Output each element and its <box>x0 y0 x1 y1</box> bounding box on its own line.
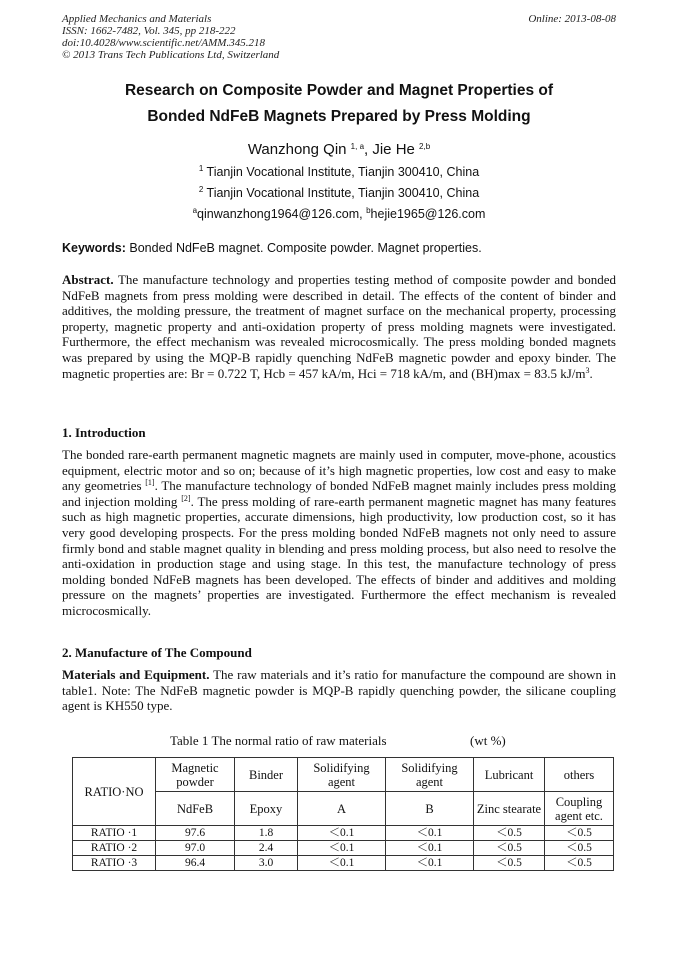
table-header-cell: others <box>545 758 614 792</box>
citation-1[interactable]: [1] <box>145 478 155 488</box>
table-cell: ＜0.5 <box>545 826 614 841</box>
table-header-row <box>73 758 614 792</box>
table-row-label: RATIO ·3 <box>73 856 156 871</box>
table-row-label: RATIO ·1 <box>73 826 156 841</box>
table-row-label: RATIO ·2 <box>73 841 156 856</box>
materials-text: The raw materials and it’s ratio for manufacture the compound are shown in table1. Note: The NdFeB magnetic powder is MQP-B rapidly quenching powder, the silicane coupling agent is KH550 type. <box>62 667 616 714</box>
journal-copyright: © 2013 Trans Tech Publications Ltd, Switzerland <box>62 49 280 61</box>
table-cell: ＜0.1 <box>298 826 386 841</box>
affiliation-1 <box>62 165 616 179</box>
table-subheader-cell: A <box>298 792 386 826</box>
table-row <box>73 826 614 841</box>
table-cell: ＜0.1 <box>298 856 386 871</box>
table-cell: 1.8 <box>235 826 298 841</box>
keywords-label: Keywords: <box>62 241 126 255</box>
affiliation-2-sup: 2 <box>198 185 204 194</box>
materials-label: Materials and Equipment. <box>62 667 210 682</box>
abstract-label: Abstract. <box>62 272 114 287</box>
table-subheader-cell: NdFeB <box>156 792 235 826</box>
table-row <box>73 856 614 871</box>
abstract-sup: 3 <box>585 365 590 375</box>
table-header-cell: Binder <box>235 758 298 792</box>
paper-title-line-1: Research on Composite Powder and Magnet Properties of <box>124 82 554 99</box>
table-unit: (wt %) <box>470 733 506 748</box>
table-subheader-cell: Epoxy <box>235 792 298 826</box>
table-header-cell: Solidifying agent <box>386 758 474 792</box>
table-subheader-cell: Zinc stearate <box>474 792 545 826</box>
author-1: Wanzhong Qin <box>247 141 351 158</box>
table-row-header: RATIO·NO <box>73 758 156 826</box>
email-b[interactable]: hejie1965@126.com <box>370 207 486 221</box>
affiliation-2-text: Tianjin Vocational Institute, Tianjin 300410, China <box>203 186 480 200</box>
materials-paragraph <box>62 667 616 714</box>
table-header-cell: Solidifying agent <box>298 758 386 792</box>
emails <box>62 207 616 221</box>
paper-title-line-2: Bonded NdFeB Magnets Prepared by Press Molding <box>147 108 531 125</box>
author-2-sup: 2,b <box>419 142 431 151</box>
affiliation-1-sup: 1 <box>198 164 204 173</box>
raw-materials-table <box>72 757 614 871</box>
table-caption-text: Table 1 The normal ratio of raw materials <box>170 733 387 748</box>
table-cell: 96.4 <box>156 856 235 871</box>
abstract-text: The manufacture technology and properties testing method of composite powder and bonded NdFeB magnets from press molding were described in detail. The effects of the content of binder and additives, the molding pressure, the treatment of magnet surface on the mechanical property, processing property, magnetic property and anti-oxidation property of press molding magnets were investigated. Furthermore, the effect mechanism was revealed microcosmically. The press molding bonded magnets was prepared by using the MQP-B rapidly quenching NdFeB magnetic powder and epoxy binder. The magnetic properties are: Br = 0.722 T, Hcb = 457 kA/m, Hci = 718 kA/m, and (BH)max = 83.5 kJ/m <box>62 272 616 381</box>
section-heading-manufacture: 2. Manufacture of The Compound <box>62 645 252 660</box>
journal-doi: doi:10.4028/www.scientific.net/AMM.345.218 <box>62 37 265 49</box>
table-cell: ＜0.1 <box>386 826 474 841</box>
keywords <box>62 241 482 255</box>
email-a-sup: a <box>192 206 198 215</box>
table-cell: 97.6 <box>156 826 235 841</box>
email-b-sup: b <box>366 206 371 215</box>
table-cell: ＜0.1 <box>298 841 386 856</box>
table-cell: 97.0 <box>156 841 235 856</box>
table-cell: ＜0.1 <box>386 856 474 871</box>
table-row <box>73 841 614 856</box>
table-cell: ＜0.5 <box>545 841 614 856</box>
online-date: Online: 2013-08-08 <box>528 13 616 25</box>
section-heading-introduction: 1. Introduction <box>62 425 146 440</box>
table-subheader-cell: Coupling agent etc. <box>545 792 614 826</box>
table-cell: ＜0.5 <box>474 841 545 856</box>
intro-text-1: The bonded rare-earth permanent magnetic magnets are mainly used in computer, move-phone, acoustics equipment, electric motor and so on; because of it’s high magnetic properties, low cost and easy to make any geometries <box>62 447 616 494</box>
table-cell: 3.0 <box>235 856 298 871</box>
affiliation-1-text: Tianjin Vocational Institute, Tianjin 300410, China <box>203 165 480 179</box>
table-subheader-cell: B <box>386 792 474 826</box>
table-cell: 2.4 <box>235 841 298 856</box>
table-header-cell: Magnetic powder <box>156 758 235 792</box>
abstract <box>62 272 616 381</box>
journal-header <box>62 13 279 61</box>
author-1-sup: 1, a <box>350 142 365 151</box>
keywords-text: Bonded NdFeB magnet. Composite powder. Magnet properties. <box>125 241 482 255</box>
email-a[interactable]: qinwanzhong1964@126.com, <box>197 207 367 221</box>
intro-text-2: . The manufacture technology of bonded NdFeB magnet mainly includes press molding and injection molding <box>62 478 616 509</box>
table-caption <box>170 733 506 749</box>
author-separator: , Jie He <box>364 141 420 158</box>
table-cell: ＜0.5 <box>545 856 614 871</box>
abstract-end: . <box>589 365 593 381</box>
journal-issn: ISSN: 1662-7482, Vol. 345, pp 218-222 <box>62 25 236 37</box>
table-header-cell: Lubricant <box>474 758 545 792</box>
introduction-paragraph <box>62 447 616 619</box>
authors <box>62 141 616 158</box>
intro-text-3: . The press molding of rare-earth permanent magnetic magnet has many features such as high magnetic properties, accurate dimensions, high productivity, low production cost, so it has very good developing prospects. For the press molding bonded NdFeB magnets not only need to assure firmly bond and stable magnet quality in blending and press molding process, but also need to resolve the anti-oxidation in production stage and using stage. In this test, the manufacture technology of press molding bonded NdFeB magnets has been developed. The effects of binder and additives and molding pressure on the magnets’ properties are investigated. Furthermore the effect mechanism is revealed microcosmically. <box>62 493 617 618</box>
table-cell: ＜0.5 <box>474 826 545 841</box>
journal-name: Applied Mechanics and Materials <box>62 13 212 25</box>
affiliation-2 <box>62 186 616 200</box>
table-cell: ＜0.5 <box>474 856 545 871</box>
table-cell: ＜0.1 <box>386 841 474 856</box>
citation-2[interactable]: [2] <box>181 493 191 503</box>
